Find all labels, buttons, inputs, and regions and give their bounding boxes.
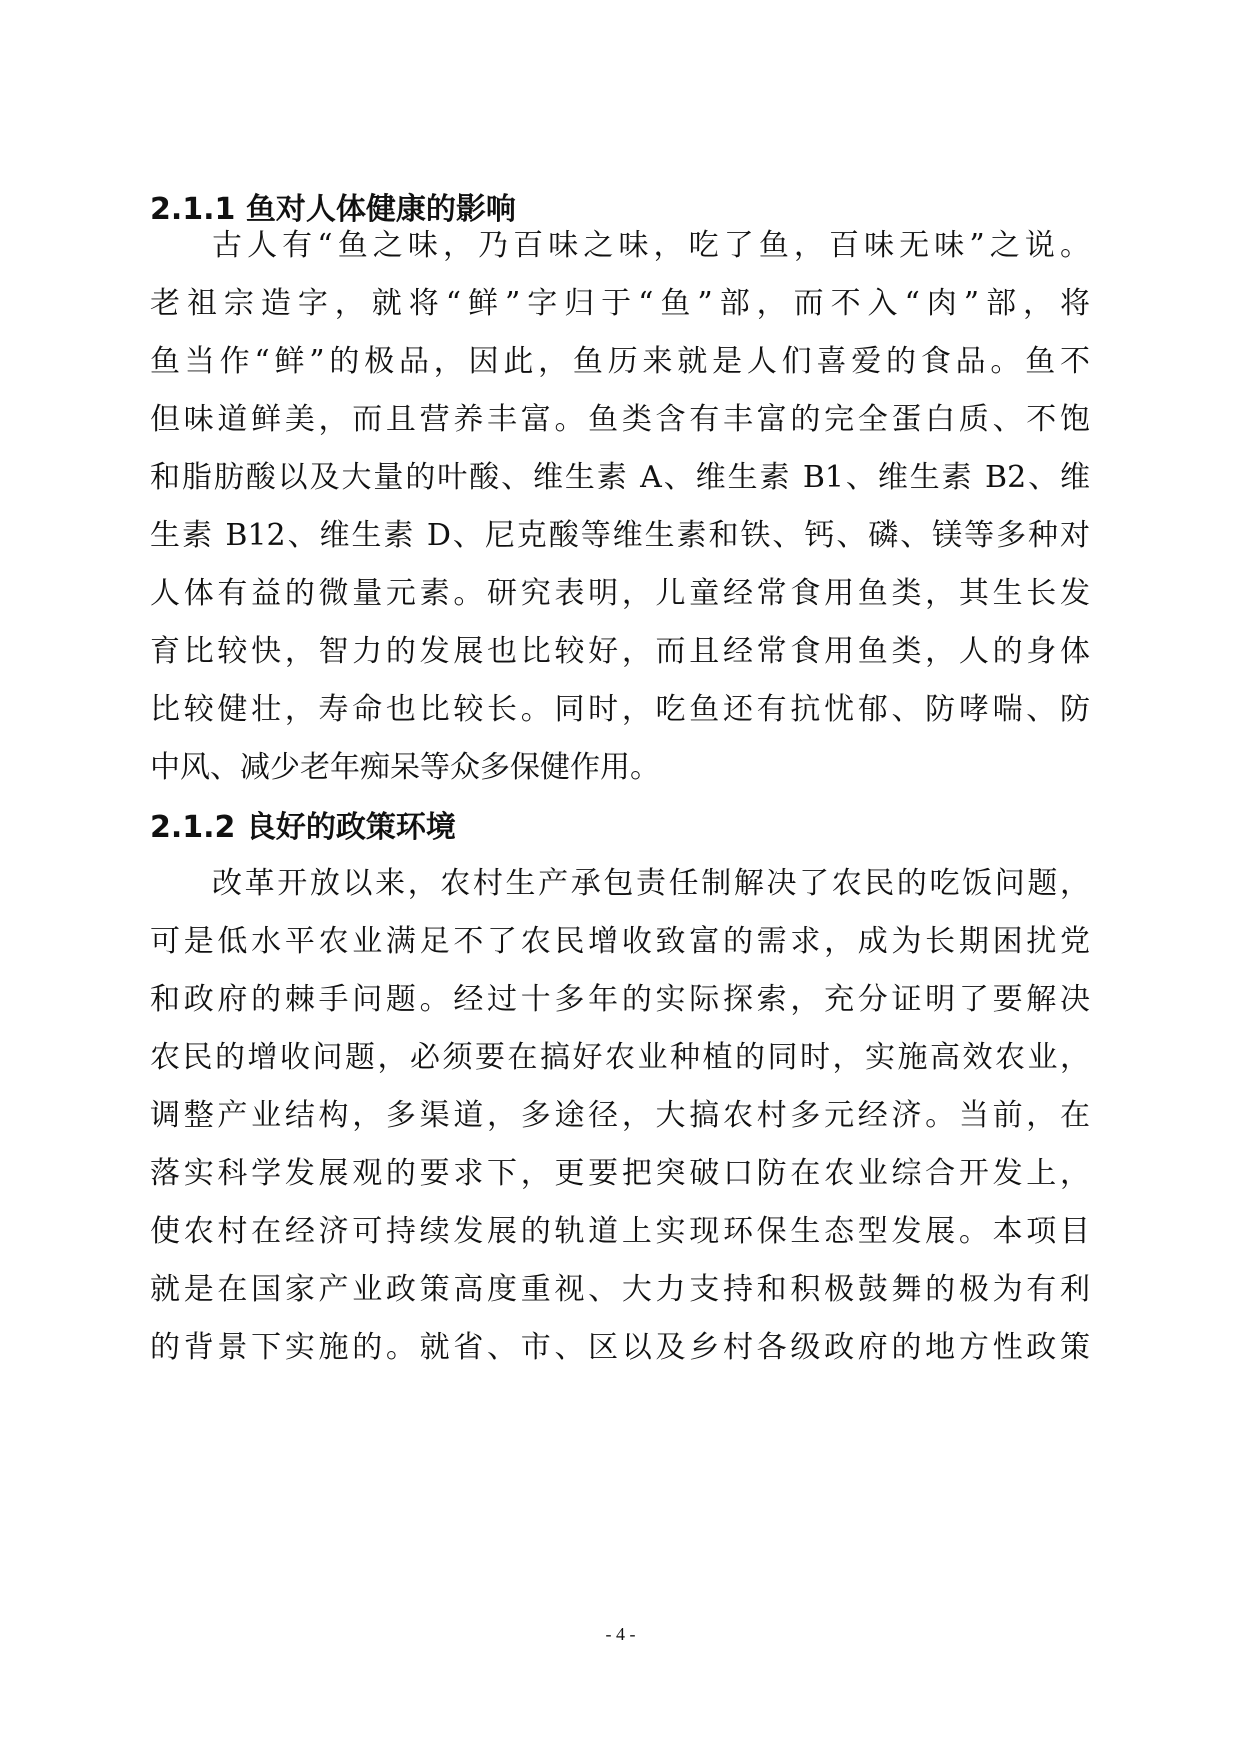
- paragraph-line: 就是在国家产业政策高度重视、大力支持和积极鼓舞的极为有利: [150, 1272, 1090, 1307]
- paragraph-line: 改革开放以来，农村生产承包责任制解决了农民的吃饭问题，: [212, 866, 1090, 901]
- paragraph-line: 调整产业结构，多渠道，多途径，大搞农村多元经济。当前，在: [150, 1098, 1090, 1133]
- paragraph-line: 但味道鲜美，而且营养丰富。鱼类含有丰富的完全蛋白质、不饱: [150, 402, 1090, 437]
- paragraph-line: 鱼当作“鲜”的极品，因此，鱼历来就是人们喜爱的食品。鱼不: [150, 344, 1090, 379]
- paragraph-line: 比较健壮，寿命也比较长。同时，吃鱼还有抗忧郁、防哮喘、防: [150, 692, 1090, 727]
- paragraph-line: 生素 B12、维生素 D、尼克酸等维生素和铁、钙、磷、镁等多种对: [150, 518, 1090, 553]
- paragraph-line: 中风、减少老年痴呆等众多保健作用。: [150, 750, 660, 785]
- paragraph-line: 农民的增收问题，必须要在搞好农业种植的同时，实施高效农业，: [150, 1040, 1090, 1075]
- paragraph-line: 和脂肪酸以及大量的叶酸、维生素 A、维生素 B1、维生素 B2、维: [150, 460, 1090, 495]
- paragraph-line: 育比较快，智力的发展也比较好，而且经常食用鱼类，人的身体: [150, 634, 1090, 669]
- section-heading-2-1-2: 2.1.2 良好的政策环境: [150, 810, 456, 845]
- paragraph-line: 和政府的棘手问题。经过十多年的实际探索，充分证明了要解决: [150, 982, 1090, 1017]
- paragraph-line: 人体有益的微量元素。研究表明，儿童经常食用鱼类，其生长发: [150, 576, 1090, 611]
- paragraph-line: 使农村在经济可持续发展的轨道上实现环保生态型发展。本项目: [150, 1214, 1090, 1249]
- paragraph-line: 的背景下实施的。就省、市、区以及乡村各级政府的地方性政策: [150, 1330, 1090, 1365]
- section-heading-2-1-1: 2.1.1 鱼对人体健康的影响: [150, 192, 516, 227]
- paragraph-line: 古人有“鱼之味，乃百味之味，吃了鱼，百味无味”之说。: [212, 228, 1090, 263]
- paragraph-line: 落实科学发展观的要求下，更要把突破口防在农业综合开发上，: [150, 1156, 1090, 1191]
- paragraph-line: 可是低水平农业满足不了农民增收致富的需求，成为长期困扰党: [150, 924, 1090, 959]
- paragraph-line: 老祖宗造字，就将“鲜”字归于“鱼”部，而不入“肉”部，将: [150, 286, 1090, 321]
- page-number: - 4 -: [605, 1624, 636, 1644]
